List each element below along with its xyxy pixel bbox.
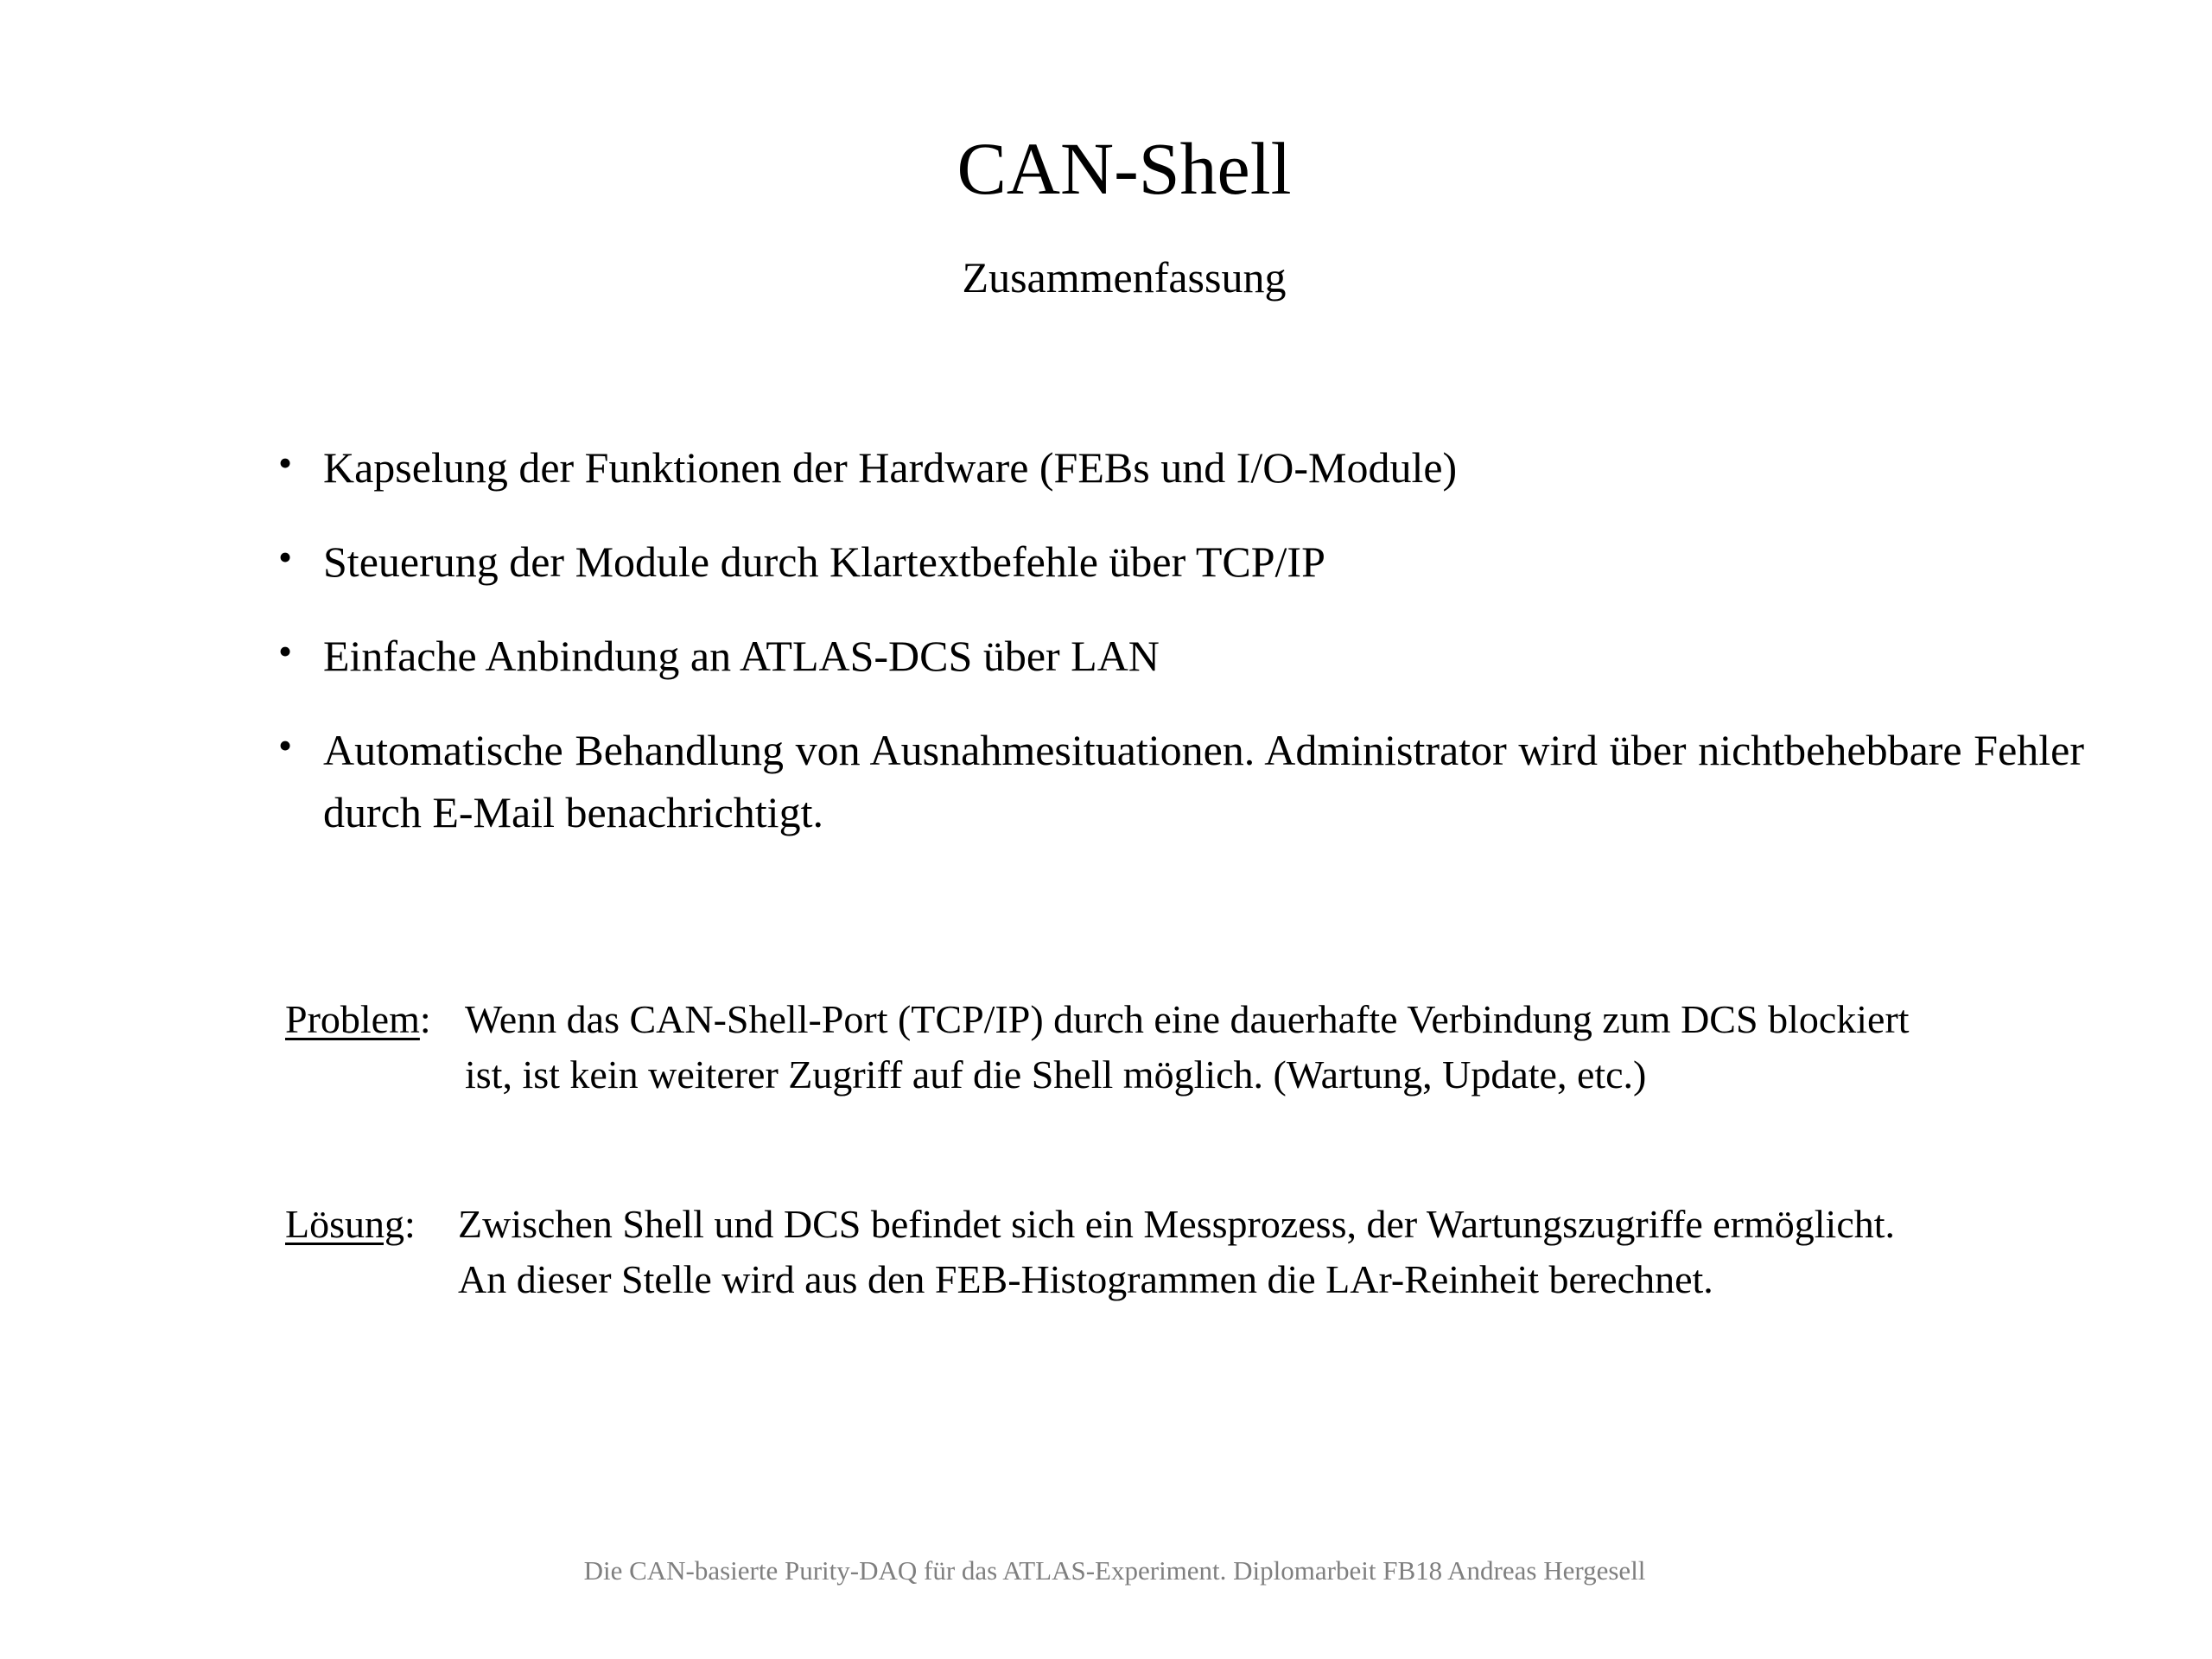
note-loesung-line-2: An dieser Stelle wird aus den FEB-Histogrammen die LAr-Reinheit berechnet. [458,1257,1713,1301]
note-problem-label-colon: : [419,997,431,1041]
note-loesung-label [285,1197,458,1252]
note-problem-line-1: Wenn das CAN-Shell-Port (TCP/IP) durch eine dauerhafte Verbindung zum DCS blockiert [465,997,1910,1041]
page-title: CAN-Shell [957,127,1292,210]
note-problem-line-2: ist, ist kein weiterer Zugriff auf die Shell möglich. (Wartung, Update, etc.) [465,1052,1647,1096]
list-item-label: Kapselung der Funktionen der Hardware (FEBs und I/O-Module) [323,443,1458,492]
note-problem-label [285,992,465,1047]
note-problem [285,992,2091,1103]
list-item-label: Einfache Anbindung an ATLAS-DCS über LAN [323,632,1160,680]
note-problem-label-text: Problem [285,997,420,1041]
bullet-point-icon: • [278,629,293,673]
note-loesung-label-text: Lösung [285,1202,404,1246]
note-row [285,1197,2091,1307]
list-item-label: Steuerung der Module durch Klartextbefehle über TCP/IP [323,537,1325,586]
note-loesung [285,1197,2091,1307]
note-row [285,992,2091,1103]
list-item [278,719,2084,843]
page-subtitle: Zusammenfassung [962,253,1287,302]
list-item-label: Automatische Behandlung von Ausnahmesituationen. Administrator wird über nichtbehebbare Fehler durch E-Mail benachrichtigt. [323,726,2084,836]
bullet-point-icon: • [278,723,293,767]
note-loesung-line-1: Zwischen Shell und DCS befindet sich ein Messprozess, der Wartungszugriffe ermöglicht. [458,1202,1896,1246]
list-item [278,531,2084,593]
slide-footer: Die CAN-basierte Purity-DAQ für das ATLAS-Experiment. Diplomarbeit FB18 Andreas Hergesell [583,1555,1646,1586]
list-item [278,436,2084,499]
list-item [278,625,2084,687]
bullet-list [278,436,2084,875]
note-loesung-body [458,1197,2091,1307]
bullet-point-icon: • [278,441,293,485]
note-loesung-label-colon: : [404,1202,416,1246]
bullet-point-icon: • [278,535,293,579]
note-problem-body [465,992,2091,1103]
